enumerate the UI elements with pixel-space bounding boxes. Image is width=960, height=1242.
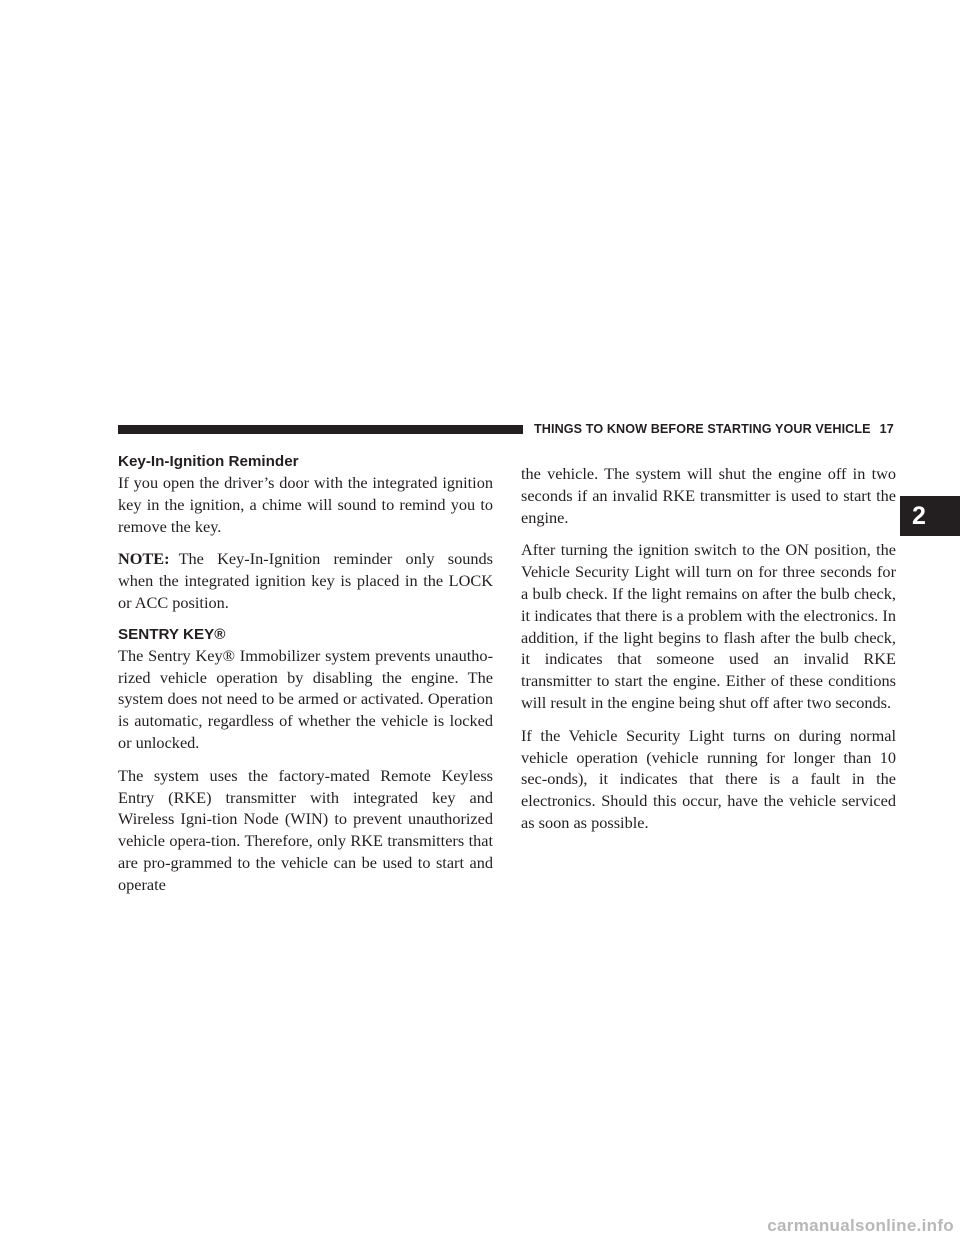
section-heading-sentry-key: SENTRY KEY® [118,625,226,643]
note-text: The Key-In-Ignition reminder only sounds when the integrated ignition key is placed in the LOCK or ACC position. [118,549,493,612]
watermark: carmanualsonline.info [767,1216,954,1235]
header-rule [118,425,523,434]
paragraph: The Sentry Key® Immobilizer system prevents unautho-rized vehicle operation by disabling the engine. The system does not need to be armed or activated. Operation is automatic, regardless of whether the vehicle is locked or unlocked. [118,645,493,752]
note-paragraph [118,548,493,613]
section-heading-key-in-ignition: Key-In-Ignition Reminder [118,453,299,470]
header-title: THINGS TO KNOW BEFORE STARTING YOUR VEHICLE [534,422,871,436]
paragraph: If the Vehicle Security Light turns on during normal vehicle operation (vehicle running for longer than 10 sec-onds), it indicates that there is a fault in the electronics. Should this occur, have the vehicle serviced as soon as possible. [521,725,896,832]
paragraph: After turning the ignition switch to the ON position, the Vehicle Security Light will turn on for three seconds for a bulb check. If the light remains on after the bulb check, it indicates that there is a problem with the electronics. In addition, if the light begins to flash after the bulb check, it indicates that someone used an invalid RKE transmitter to start the engine. Either of these conditions will result in the engine being shut off after two seconds. [521,540,896,712]
note-label: NOTE: [118,549,170,569]
left-column [118,452,493,907]
paragraph: If you open the driver’s door with the integrated ignition key in the ignition, a chime will sound to remind you to remove the key. [118,473,493,536]
page-number: 17 [879,422,894,436]
running-header [534,421,894,437]
chapter-tab: 2 [900,496,960,536]
paragraph: The system uses the factory-mated Remote Keyless Entry (RKE) transmitter with integrated key and Wireless Igni-tion Node (WIN) to prevent unauthorized vehicle opera-tion. Therefore, only RKE transmitters that are pro-grammed to the vehicle can be used to start and operate [118,765,493,894]
right-column [521,463,896,845]
paragraph: the vehicle. The system will shut the engine off in two seconds if an invalid RKE transmitter is used to start the engine. [521,464,896,527]
